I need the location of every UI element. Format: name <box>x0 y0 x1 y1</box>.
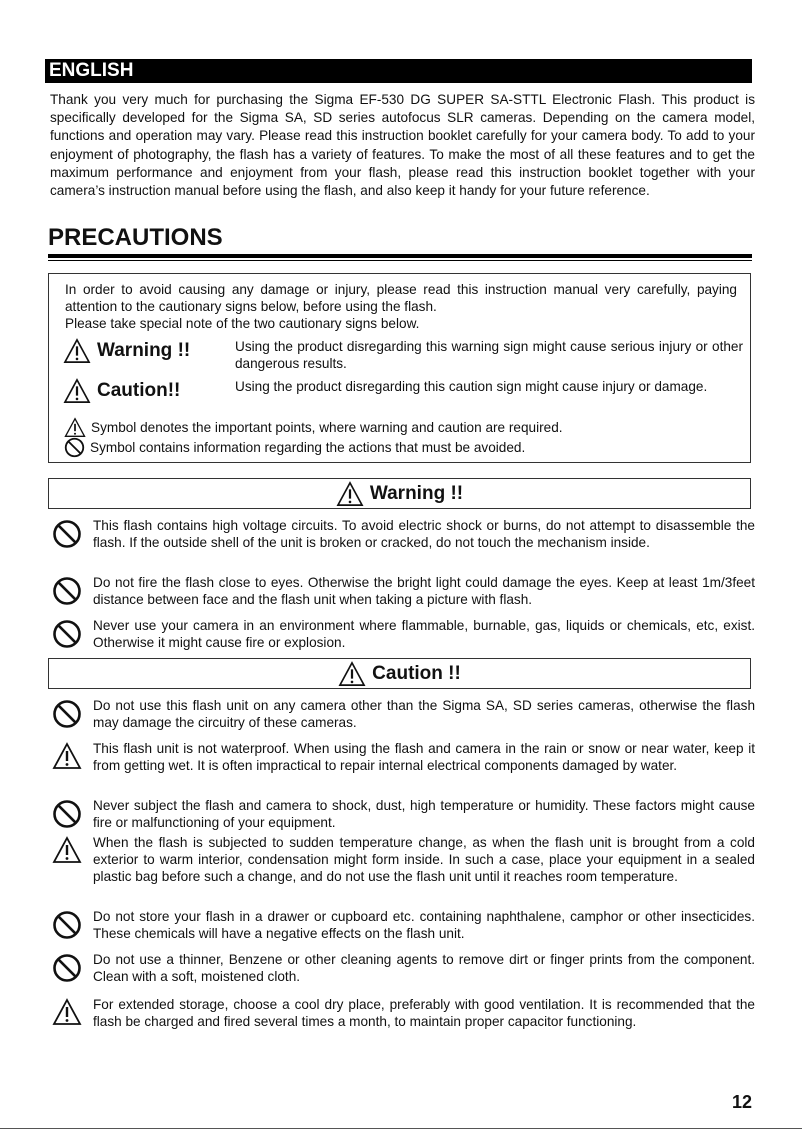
prohibition-icon <box>52 519 82 549</box>
prohibition-icon <box>64 437 85 458</box>
list-item <box>50 740 755 774</box>
notice-box <box>48 273 751 463</box>
prohibition-icon <box>52 576 82 606</box>
caution-section-heading <box>48 658 751 689</box>
symbol-triangle-text: Symbol denotes the important points, where warning and caution are required. <box>91 420 563 435</box>
page-number: 12 <box>731 1092 752 1112</box>
prohibition-icon <box>52 799 82 829</box>
warning-triangle-icon <box>52 742 82 770</box>
warning-triangle-icon <box>52 998 82 1026</box>
language-section-bar: ENGLISH <box>45 59 752 83</box>
warning-triangle-icon <box>63 378 91 404</box>
item-text: Do not use a thinner, Benzene or other cleaning agents to remove dirt or finger prints from the component. Clean with a soft, moistened cloth. <box>93 952 755 984</box>
title-rule-thin <box>48 260 752 261</box>
warning-triangle-icon <box>336 481 364 507</box>
notice-intro: In order to avoid causing any damage or injury, please read this instruction manual very carefully, paying attention to the cautionary signs below, before using the flash. <box>65 282 737 314</box>
caution-sign-desc: Using the product disregarding this caution sign might cause injury or damage. <box>235 379 708 394</box>
warning-section-heading <box>48 478 751 509</box>
list-item <box>50 697 755 731</box>
prohibition-icon <box>52 910 82 940</box>
prohibition-icon <box>52 699 82 729</box>
caution-heading-text: Caution !! <box>372 662 461 684</box>
warning-sign-desc: Using the product disregarding this warning sign might cause serious injury or other dangerous results. <box>235 339 743 371</box>
symbol-prohibit-row <box>64 437 525 458</box>
page-title: PRECAUTIONS <box>48 224 223 251</box>
item-text: Never use your camera in an environment where flammable, burnable, gas, liquids or chemicals, etc, exist. Otherwise it might cause fire or explosion. <box>93 618 755 650</box>
item-text: This flash unit is not waterproof. When using the flash and camera in the rain or snow or near water, keep it from getting wet. It is often impractical to repair internal electrical components damaged by water. <box>93 741 755 773</box>
list-item <box>50 951 755 985</box>
warning-heading-text: Warning !! <box>369 482 464 504</box>
warning-triangle-icon <box>338 661 366 687</box>
warning-triangle-icon <box>63 338 91 364</box>
warning-triangle-icon <box>64 417 86 438</box>
item-text: Do not use this flash unit on any camera other than the Sigma SA, SD series cameras, otherwise the flash may damage the circuitry of these cameras. <box>93 698 755 730</box>
item-text: Never subject the flash and camera to shock, dust, high temperature or humidity. These factors might cause fire or malfunctioning of your equipment. <box>93 798 755 830</box>
list-item <box>50 996 755 1030</box>
list-item <box>50 908 755 942</box>
warning-triangle-icon <box>52 836 82 864</box>
symbol-prohibit-text: Symbol contains information regarding the actions that must be avoided. <box>90 440 526 455</box>
caution-sign-label: Caution!! <box>97 380 181 401</box>
item-text: For extended storage, choose a cool dry place, preferably with good ventilation. It is recommended that the flash be charged and fired several times a month, to maintain proper capacitor functioning. <box>93 997 755 1029</box>
list-item <box>50 834 755 885</box>
prohibition-icon <box>52 619 82 649</box>
list-item <box>50 797 755 831</box>
bottom-rule <box>0 1128 802 1129</box>
item-text: Do not store your flash in a drawer or cupboard etc. containing naphthalene, camphor or other insecticides. These chemicals will have a negative effects on the flash unit. <box>93 909 755 941</box>
list-item <box>50 517 755 551</box>
symbol-triangle-row <box>64 417 563 438</box>
intro-paragraph: Thank you very much for purchasing the Sigma EF-530 DG SUPER SA-STTL Electronic Flash. This product is specifically developed for the Sigma SA, SD series autofocus SLR cameras. Depending on the camera model, functions and operation may vary. Please read this instruction booklet carefully for your camera body. To add to your enjoyment of photography, the flash has a variety of features. To make the most of all these features and to get the maximum performance and enjoyment from your flash, please read this instruction booklet together with your camera’s instruction manual before using the flash, and also keep it handy for your future reference. <box>50 92 755 199</box>
list-item <box>50 574 755 608</box>
prohibition-icon <box>52 953 82 983</box>
notice-intro-2: Please take special note of the two cautionary signs below. <box>65 316 420 331</box>
warning-sign-label: Warning !! <box>97 340 191 361</box>
title-rule-thick <box>48 254 752 258</box>
item-text: Do not fire the flash close to eyes. Otherwise the bright light could damage the eyes. Keep at least 1m/3feet distance between face and the flash unit when taking a picture with flash. <box>93 575 755 607</box>
item-text: When the flash is subjected to sudden temperature change, as when the flash unit is brought from a cold exterior to warm interior, condensation might form inside. In such a case, place your equipment in a sealed plastic bag before such a change, and do not use the flash unit until it reaches room temperature. <box>93 835 755 884</box>
list-item <box>50 617 755 651</box>
item-text: This flash contains high voltage circuits. To avoid electric shock or burns, do not attempt to disassemble the flash. If the outside shell of the unit is broken or cracked, do not touch the mechanism inside. <box>93 518 755 550</box>
